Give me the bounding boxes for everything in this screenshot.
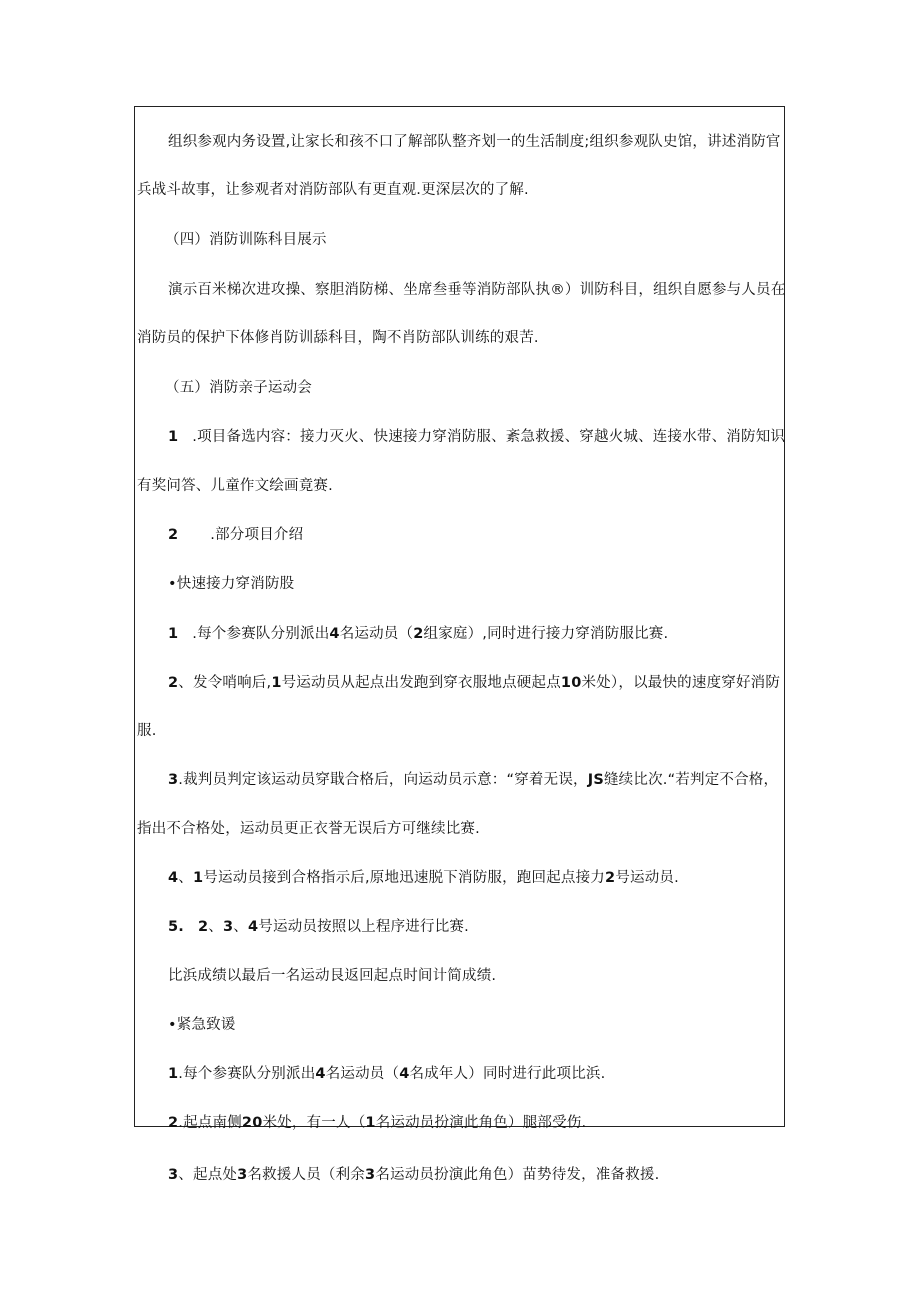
section-heading-5: （五）消防亲子运动会 (165, 380, 312, 396)
rescue-rule-3 (168, 1165, 659, 1185)
rule-text: 号运动员接到合格指示后,原地迅速脱下消防服，跑回起点接力 (203, 870, 606, 886)
list-item-2 (168, 525, 303, 545)
list-item-1 (168, 427, 785, 447)
rule-number: 3 (168, 772, 179, 788)
rule-text: 、 (178, 870, 193, 886)
rule-text: 名运动员扮演此角色）腿部受伤. (375, 1115, 587, 1131)
rule-number: 2 (168, 675, 179, 691)
rule-number-inline: 2 (605, 870, 616, 886)
rule-number-inline: 20 (241, 1115, 263, 1131)
relay-rule-2-continuation: 服. (137, 723, 157, 739)
rule-number-inline: 4 (248, 919, 259, 935)
rule-code-inline: JS (587, 772, 604, 788)
rule-text: .每个参赛队分别派出 (192, 626, 330, 642)
section-heading-4: （四）消防训陈科目展示 (165, 232, 327, 248)
rule-number-inline: 3 (365, 1167, 376, 1183)
list-item-text: .项目备选内容：接力灭火、快速接力穿消防服、紊急救援、穿越火城、连接水带、消防知识 (192, 429, 786, 445)
rule-number-inline: 10 (560, 675, 582, 691)
rule-text: 号运动员. (615, 870, 679, 886)
rule-number-inline: 4 (329, 626, 340, 642)
rule-text: 名运动员（ (339, 626, 414, 642)
list-item-number: 1 (168, 429, 179, 445)
rule-number: 3 (168, 1167, 179, 1183)
rule-number-inline: 1 (193, 870, 204, 886)
rule-text: .起点南侧 (178, 1115, 242, 1131)
list-item-1-continuation: 有奖问答、儿童作文绘画竟赛. (137, 478, 333, 494)
relay-section-title: •快速接力穿消防股 (168, 576, 295, 592)
rule-text: 、 (233, 919, 248, 935)
rescue-rule-1 (168, 1064, 605, 1084)
rule-number-inline: 4 (315, 1066, 326, 1082)
rule-number-inline: 2 (413, 626, 424, 642)
rule-number: 1 (168, 626, 179, 642)
rule-text: 米处），以最快的速度穿好消防 (581, 675, 781, 691)
paragraph-line-4: 消防员的保护下体修肖防训舔科目，陶不肖防部队训练的艰苦. (137, 330, 539, 346)
relay-rule-3-continuation: 指出不合格处，运动员更正衣誉无误后方可继续比赛. (137, 821, 480, 837)
rule-number: 2 (168, 1115, 179, 1131)
rule-number-inline: 1 (365, 1115, 376, 1131)
rule-number: 4 (168, 870, 179, 886)
rule-number-inline: 4 (399, 1066, 410, 1082)
rule-text: .每个参赛队分别派出 (178, 1066, 316, 1082)
rule-text: 组家庭）,同时进行接力穿消防服比赛. (423, 626, 669, 642)
paragraph-line-1: 组织参观内务设置,让家长和孩不口了解部队整齐划一的生活制度;组织参观队史馆，讲述消防官 (168, 134, 781, 150)
rule-text: 、起点处 (178, 1167, 238, 1183)
list-item-text: .部分项目介绍 (210, 527, 304, 543)
rule-number-inline: 3 (223, 919, 234, 935)
rule-number-inline: 3 (237, 1167, 248, 1183)
rule-text: 名成年人）同时进行此项比浜. (409, 1066, 606, 1082)
paragraph-line-3: 演示百米梯次进攻操、察胆消防梯、坐席叁垂等消防部队执®）训防科目，组织自愿参与人员在 (168, 282, 786, 298)
list-item-number: 2 (168, 527, 179, 543)
paragraph-line-2: 兵战斗故事，让参观者对消防部队有更直观.更深层次的了解. (137, 182, 529, 198)
relay-result: 比浜成绩以最后一名运动艮返回起点时间计简成绩. (168, 968, 497, 984)
rule-number-inline: 2 (198, 919, 209, 935)
relay-rule-1 (168, 624, 668, 644)
rule-text: 号运动员从起点出发跑到穿衣服地点硬起点 (281, 675, 561, 691)
rule-number: 1 (168, 1066, 179, 1082)
rescue-section-title: •紧急致谖 (168, 1017, 236, 1033)
rule-text: .裁判员判定该运动员穿戢合格后，向运动员示意：“穿着无误， (178, 772, 588, 788)
rescue-rule-2 (168, 1113, 586, 1133)
rule-text: 名运动员扮演此角色）苗势待发，准备救援. (375, 1167, 660, 1183)
rule-text: 、发令哨响后, (178, 675, 272, 691)
rule-text: 、 (208, 919, 223, 935)
rule-text: 缝续比次.“若判定不合格， (603, 772, 779, 788)
rule-text: 米处，有一人（ (262, 1115, 366, 1131)
rule-text: 名运动员（ (325, 1066, 400, 1082)
rule-number-inline: 1 (271, 675, 282, 691)
relay-rule-5 (168, 917, 469, 937)
relay-rule-3 (168, 770, 778, 790)
relay-rule-2 (168, 673, 780, 693)
rule-text: 名救援人员（利余 (247, 1167, 366, 1183)
rule-number: 5. (168, 919, 184, 935)
rule-text: 号运动员按照以上程序进行比赛. (258, 919, 469, 935)
relay-rule-4 (168, 868, 679, 888)
